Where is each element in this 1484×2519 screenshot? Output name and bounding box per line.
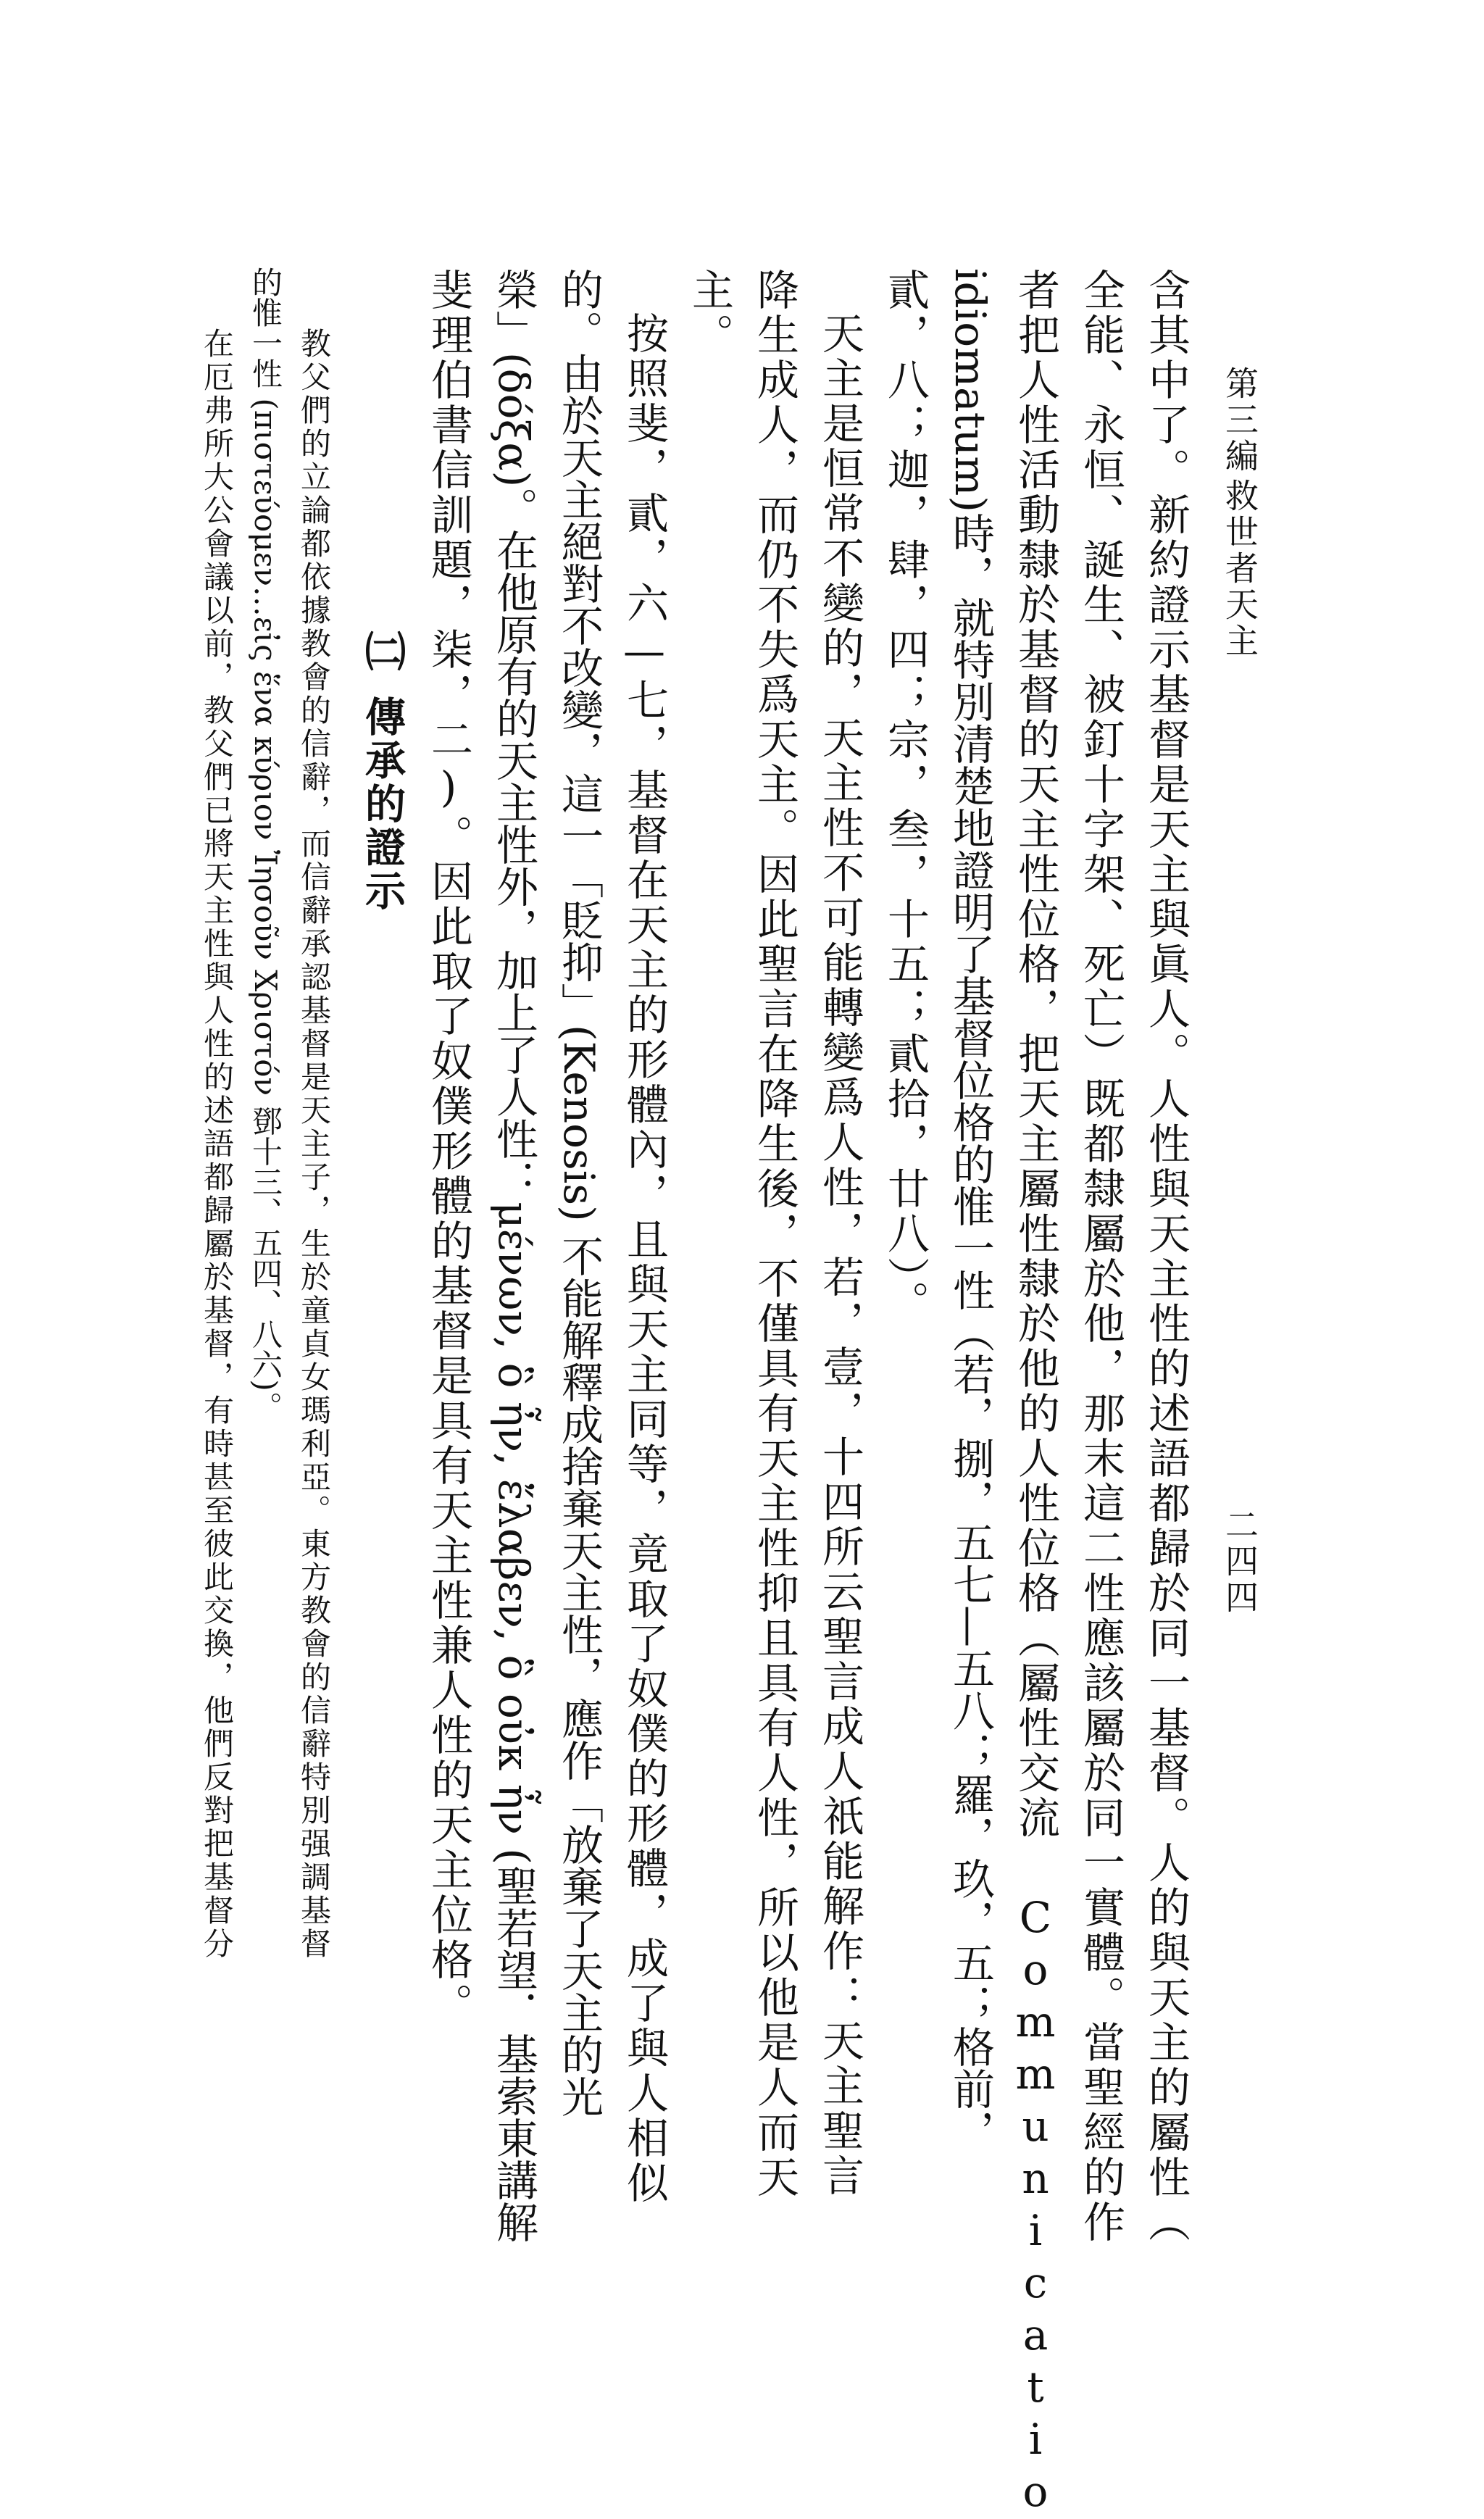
body-line: 斐理伯書信訓題，柒，二)。因此取了奴僕形體的基督是具有天主性兼人性的天主位格。	[424, 268, 473, 2028]
subsection-line: 教父們的立論都依據教會的信辭，而信辭承認基督是天主子，生於童貞女瑪利亞。東方教會的信辭特別强調基督	[296, 328, 332, 1961]
body-line: 全能、永恒、誕生、被釘十字架、死亡）既都隸屬於他，那末這二性應該屬於同一實體。當聖經的作	[1076, 268, 1125, 2245]
body-line: 榮」(δόξα)。在他原有的天主性外，加上了人性：μένων, ὃ ἦν, ἔλαβεν, ὃ οὐκ ἦν (聖若望．基索東講解	[489, 268, 538, 2243]
body-line: idiomatum)時，就特別清楚地證明了基督位格的惟一性（若，捌，五七—五八；羅，玖，五；格前，	[946, 268, 995, 2152]
section-number: ㈡	[359, 630, 407, 674]
body-line: 者把人性活動隸於基督的天主性位格，把天主屬性隸於他的人性位格（屬性交流 Communicatio	[1011, 268, 1060, 2519]
section-title: 傳承的證示	[359, 696, 407, 913]
body-line: 的。由於天主絕對不改變，這一「貶抑」(Kenosis) 不能解釋成捨棄天主性，應作「放棄了天主的光	[554, 268, 604, 2118]
body-line: 貳，八；迦，肆，四；宗，叁，十五；貳拾，廿八）。	[880, 268, 930, 1325]
header-section: 第三編	[1220, 366, 1259, 475]
subsection-line: 在厄弗所大公會議以前，教父們已將天主性與人性的述語都歸屬於基督，有時甚至彼此交換，他們反對把基督分	[199, 328, 235, 1961]
body-line: 降生成人，而仍不失爲天主。因此聖言在降生後，不僅具有天主性抑且具有人性，所以他是人而天	[750, 268, 799, 2200]
body-line: 含其中了。新約證示基督是天主與眞人。人性與天主性的述語都歸於同一基督。人的與天主的屬性（	[1141, 268, 1191, 2245]
body-line: 主。	[685, 268, 734, 358]
header-chapter-title: 救世者天主	[1220, 478, 1259, 659]
subsection-line: 的惟一性 (πιστεύομεν…εἰς ἕνα κύριον Ἰησοῦν Χριστόν 鄧十三、五四、八六)。	[248, 267, 283, 1422]
body-line: 天主是恒常不變的，天主性不可能轉變爲人性，若，壹，十四所云聖言成人祇能解作：天主聖言	[815, 312, 864, 2199]
page-number: 二四四	[1220, 1507, 1259, 1616]
body-line: 按照斐，貳，六—七，基督在天主的形體內，且與天主同等，竟取了奴僕的形體，成了與人相似	[620, 312, 669, 2206]
